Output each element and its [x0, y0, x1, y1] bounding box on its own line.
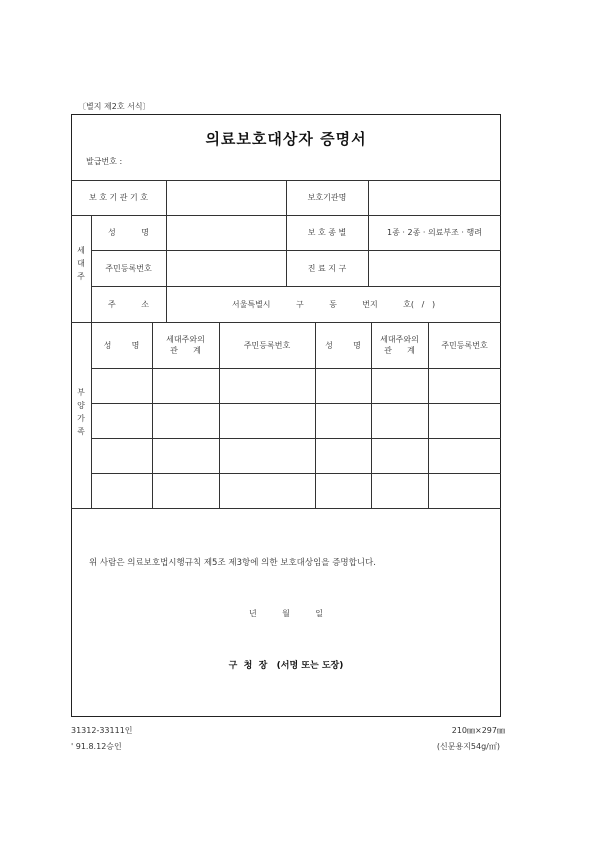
dependents-section-label: 부 양 가 족 — [77, 388, 85, 436]
dependents-col-id: 주민등록번호 — [243, 340, 291, 350]
paper-size: 210㎜×297㎜ — [451, 726, 505, 735]
institution-code-label: 보 호 기 관 기 호 — [88, 193, 149, 202]
protection-type-options: 1종 · 2종 · 의료부조 · 행려 — [387, 228, 482, 237]
dependents-col-name-2: 성 명 — [325, 340, 361, 350]
protection-type-label: 보 호 종 별 — [307, 228, 347, 237]
householder-id-label: 주민등록번호 — [105, 263, 152, 273]
householder-name-label: 성 명 — [108, 228, 149, 237]
paper-type: (신문용지54g/㎡) — [436, 742, 500, 751]
institution-name-field[interactable] — [368, 180, 501, 215]
rule-dependents-bottom — [71, 508, 501, 509]
treatment-district-field[interactable] — [368, 250, 501, 286]
dependents-col-relation-2: 세대주와의 관 계 — [380, 335, 419, 355]
page-title: 의료보호대상자 증명서 — [205, 130, 367, 148]
dependents-col-relation: 세대주와의 관 계 — [166, 335, 205, 355]
institution-name-label: 보호기관명 — [307, 193, 347, 202]
form-number-note: 〔별지 제2호 서식〕 — [78, 102, 151, 111]
approval-date: ' 91.8.12승인 — [71, 742, 122, 751]
address-value: 서울특별시 구 동 번지 호( / ) — [231, 299, 436, 309]
householder-name-field[interactable] — [166, 215, 286, 250]
treatment-district-label: 진 료 지 구 — [307, 263, 347, 273]
date-line: 년 월 일 — [248, 609, 324, 618]
issue-number-label: 발급번호 : — [86, 157, 123, 166]
dependents-col-id-2: 주민등록번호 — [441, 340, 488, 350]
certification-text: 위 사람은 의료보호법시행규칙 제5조 제3항에 의한 보호대상임을 증명합니다. — [89, 558, 376, 568]
institution-code-field[interactable] — [166, 180, 286, 215]
address-label: 주 소 — [108, 299, 149, 309]
signature-line: 구 청 장 (서명 또는 도장) — [228, 661, 344, 671]
form-code: 31312-33111인 — [71, 726, 133, 735]
dependents-col-name: 성 명 — [103, 340, 140, 350]
householder-section-label: 세 대 주 — [77, 246, 85, 281]
householder-id-field[interactable] — [166, 250, 286, 286]
